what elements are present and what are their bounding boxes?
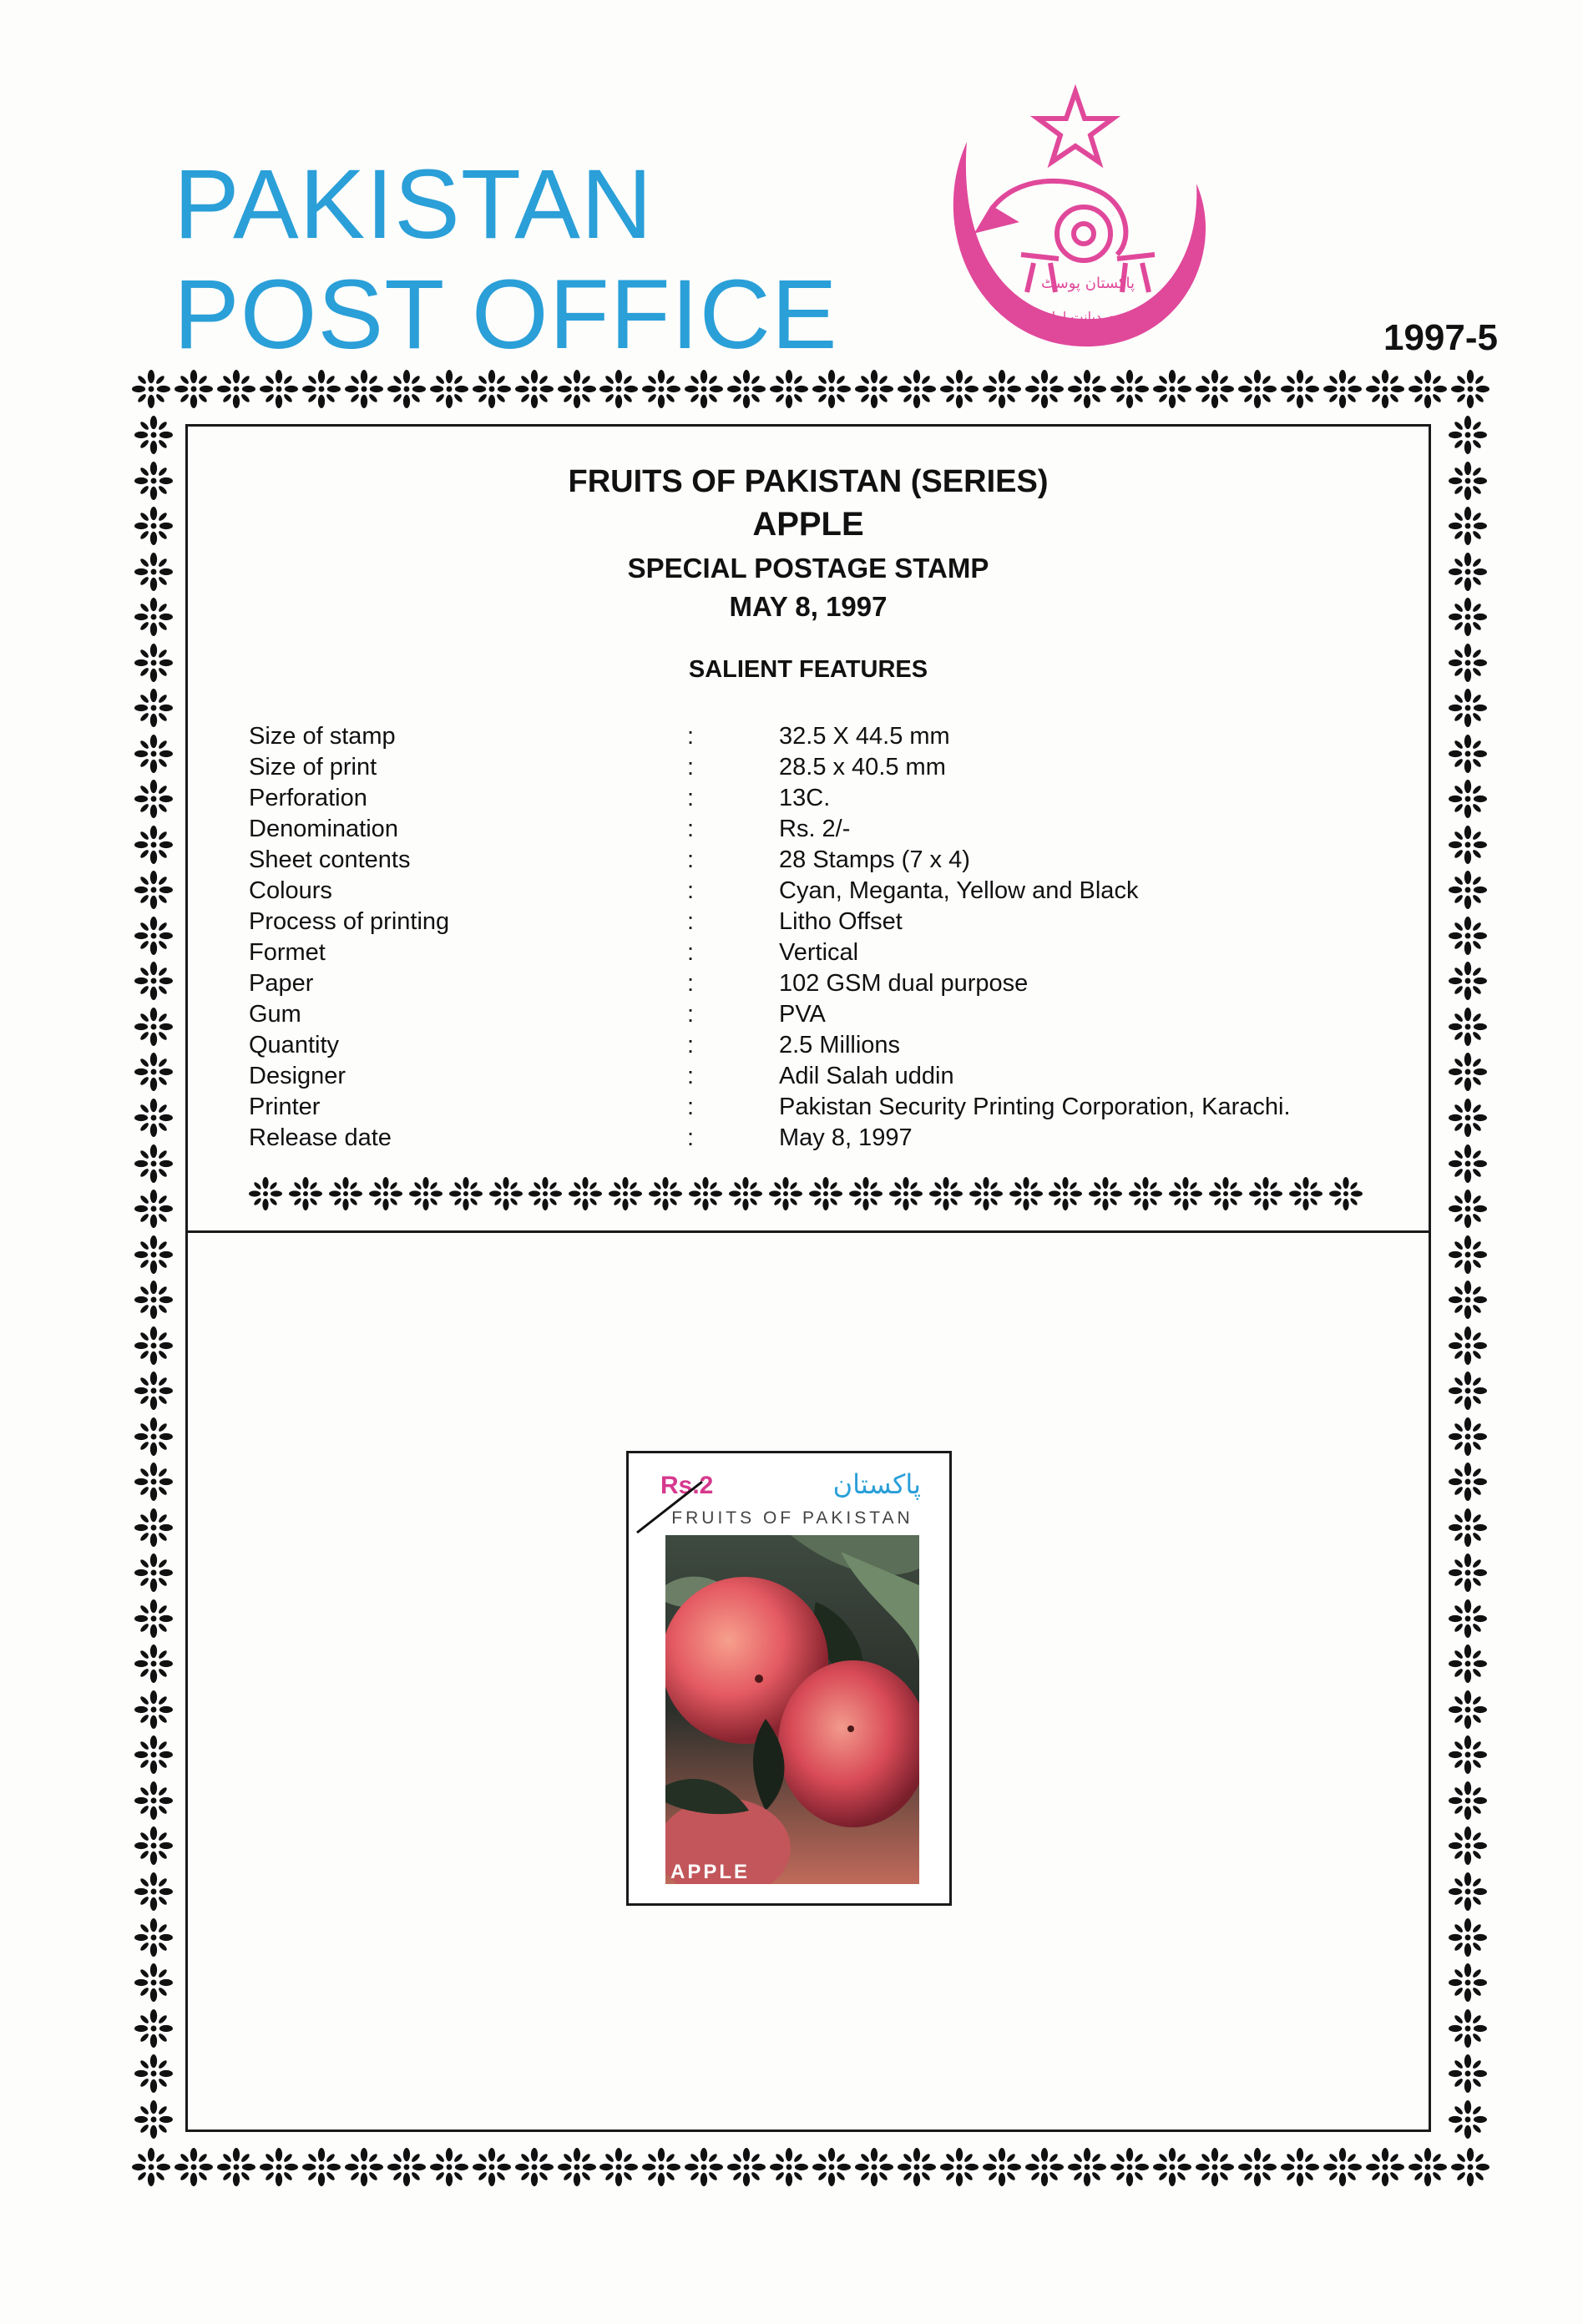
feature-label: Designer bbox=[249, 1063, 346, 1089]
ornament-border-bottom bbox=[132, 2145, 1489, 2189]
ornament-flower-icon bbox=[940, 370, 979, 408]
ornament-flower-icon bbox=[1366, 2148, 1404, 2186]
feature-label: Size of print bbox=[249, 754, 377, 781]
ornament-border-right bbox=[1446, 416, 1489, 2139]
ornament-flower-icon bbox=[132, 370, 170, 408]
issue-type: SPECIAL POSTAGE STAMP bbox=[627, 553, 989, 584]
feature-value: 28 Stamps (7 x 4) bbox=[779, 846, 970, 873]
ornament-flower-icon bbox=[134, 1599, 173, 1638]
ornament-flower-icon bbox=[1449, 917, 1487, 955]
ornament-flower-icon bbox=[134, 507, 173, 545]
ornament-flower-icon bbox=[134, 1554, 173, 1592]
ornament-flower-icon bbox=[1196, 2148, 1234, 2186]
ornament-flower-icon bbox=[134, 1008, 173, 1046]
ornament-flower-icon bbox=[1449, 2009, 1487, 2048]
ornament-flower-icon bbox=[387, 2148, 426, 2186]
ornament-flower-icon bbox=[770, 2148, 808, 2186]
ornament-flower-icon bbox=[1238, 370, 1277, 408]
ornament-flower-icon bbox=[1153, 2148, 1191, 2186]
ornament-flower-icon bbox=[1449, 1417, 1487, 1456]
feature-colon: : bbox=[687, 877, 695, 904]
ornament-flower-icon bbox=[134, 1417, 173, 1456]
emblem-urdu-bottom: خدمت دیانت امانت bbox=[1034, 309, 1141, 325]
feature-label: Release date bbox=[249, 1124, 392, 1151]
feature-colon: : bbox=[687, 1032, 695, 1058]
frame-divider bbox=[185, 1230, 1431, 1233]
feature-colon: : bbox=[687, 970, 695, 997]
ornament-flower-icon bbox=[134, 2009, 173, 2048]
ornament-flower-icon bbox=[515, 370, 554, 408]
ornament-flower-icon bbox=[855, 370, 893, 408]
ornament-flower-icon bbox=[1449, 1008, 1487, 1046]
ornament-flower-icon bbox=[1449, 1190, 1487, 1228]
ornament-flower-icon bbox=[1449, 780, 1487, 818]
ornament-flower-icon bbox=[1449, 507, 1487, 545]
ornament-flower-icon bbox=[1451, 370, 1489, 408]
ornament-flower-icon bbox=[1449, 962, 1487, 1000]
stamp-fruit-name: APPLE bbox=[670, 1861, 751, 1883]
ornament-flower-icon bbox=[1449, 416, 1487, 454]
ornament-flower-icon bbox=[302, 370, 341, 408]
stamp-denomination: Rs.2 bbox=[660, 1472, 714, 1499]
issue-date: MAY 8, 1997 bbox=[729, 591, 888, 622]
ornament-flower-icon bbox=[174, 2148, 213, 2186]
ornament-flower-icon bbox=[134, 1918, 173, 1957]
ornament-flower-icon bbox=[770, 370, 808, 408]
emblem-urdu-top: پاکستان پوسٹ bbox=[1040, 275, 1135, 292]
ornament-flower-icon bbox=[134, 871, 173, 909]
ornament-flower-icon bbox=[1449, 1554, 1487, 1592]
stamp-urdu-country: پاکستان bbox=[832, 1468, 921, 1500]
ornament-flower-icon bbox=[983, 2148, 1021, 2186]
feature-colon: : bbox=[687, 846, 695, 873]
ornament-flower-icon bbox=[1366, 370, 1404, 408]
feature-label: Quantity bbox=[249, 1032, 339, 1058]
ornament-flower-icon bbox=[134, 1326, 173, 1365]
ornament-flower-icon bbox=[134, 416, 173, 454]
ornament-flower-icon bbox=[134, 1690, 173, 1729]
ornament-flower-icon bbox=[1196, 370, 1234, 408]
ornament-flower-icon bbox=[1323, 370, 1362, 408]
feature-label: Printer bbox=[249, 1094, 321, 1120]
ornament-flower-icon bbox=[1449, 1644, 1487, 1683]
ornament-flower-icon bbox=[1449, 1599, 1487, 1638]
ornament-flower-icon bbox=[134, 689, 173, 727]
ornament-flower-icon bbox=[940, 2148, 979, 2186]
ornament-flower-icon bbox=[134, 553, 173, 591]
ornament-flower-icon bbox=[134, 780, 173, 818]
feature-colon: : bbox=[687, 785, 695, 811]
feature-colon: : bbox=[687, 939, 695, 966]
ornament-flower-icon bbox=[1449, 735, 1487, 773]
issue-series: FRUITS OF PAKISTAN (SERIES) bbox=[568, 464, 1049, 499]
ornament-flower-icon bbox=[1449, 644, 1487, 682]
feature-label: Denomination bbox=[249, 816, 398, 842]
ornament-flower-icon bbox=[134, 1372, 173, 1410]
ornament-flower-icon bbox=[898, 370, 936, 408]
ornament-flower-icon bbox=[132, 2148, 170, 2186]
ornament-flower-icon bbox=[1449, 826, 1487, 864]
ornament-flower-icon bbox=[1449, 1099, 1487, 1137]
ornament-flower-icon bbox=[1449, 871, 1487, 909]
feature-value: Adil Salah uddin bbox=[779, 1063, 954, 1089]
ornament-border-left bbox=[132, 416, 175, 2139]
ornament-flower-icon bbox=[558, 2148, 596, 2186]
ornament-flower-icon bbox=[1110, 370, 1149, 408]
ornament-flower-icon bbox=[1409, 2148, 1447, 2186]
ornament-flower-icon bbox=[1449, 1872, 1487, 1911]
ornament-flower-icon bbox=[1068, 2148, 1106, 2186]
ornament-flower-icon bbox=[1449, 1508, 1487, 1547]
ornament-flower-icon bbox=[685, 2148, 723, 2186]
ornament-flower-icon bbox=[430, 370, 468, 408]
feature-colon: : bbox=[687, 908, 695, 935]
feature-colon: : bbox=[687, 1124, 695, 1151]
ornament-flower-icon bbox=[1449, 2054, 1487, 2093]
ornament-flower-icon bbox=[1449, 462, 1487, 500]
ornament-flower-icon bbox=[134, 826, 173, 864]
ornament-flower-icon bbox=[134, 1463, 173, 1501]
ornament-flower-icon bbox=[812, 370, 851, 408]
ornament-flower-icon bbox=[134, 1281, 173, 1319]
pakistan-post-emblem-icon bbox=[933, 83, 1217, 359]
ornament-border-top bbox=[132, 367, 1489, 411]
ornament-flower-icon bbox=[1068, 370, 1106, 408]
ornament-flower-icon bbox=[1451, 2148, 1489, 2186]
feature-label: Process of printing bbox=[249, 908, 450, 935]
stamp-series-text: FRUITS OF PAKISTAN bbox=[671, 1508, 913, 1528]
ornament-flower-icon bbox=[134, 1735, 173, 1774]
ornament-flower-icon bbox=[642, 370, 680, 408]
ornament-flower-icon bbox=[134, 462, 173, 500]
ornament-flower-icon bbox=[302, 2148, 341, 2186]
ornament-flower-icon bbox=[1449, 1463, 1487, 1501]
ornament-flower-icon bbox=[1449, 1690, 1487, 1729]
ornament-flower-icon bbox=[1025, 2148, 1064, 2186]
feature-label: Gum bbox=[249, 1001, 301, 1028]
issue-name: APPLE bbox=[752, 506, 864, 543]
ornament-flower-icon bbox=[134, 1099, 173, 1137]
ornament-flower-icon bbox=[642, 2148, 680, 2186]
ornament-flower-icon bbox=[134, 1872, 173, 1911]
feature-value: PVA bbox=[779, 1001, 826, 1028]
ornament-flower-icon bbox=[473, 370, 511, 408]
ornament-flower-icon bbox=[1449, 1053, 1487, 1091]
ornament-flower-icon bbox=[134, 735, 173, 773]
feature-value: 32.5 X 44.5 mm bbox=[779, 723, 950, 750]
feature-value: Cyan, Meganta, Yellow and Black bbox=[779, 877, 1139, 904]
feature-colon: : bbox=[687, 816, 695, 842]
ornament-flower-icon bbox=[1449, 1372, 1487, 1410]
ornament-flower-icon bbox=[1409, 370, 1447, 408]
ornament-flower-icon bbox=[430, 2148, 468, 2186]
ornament-flower-icon bbox=[983, 370, 1021, 408]
issue-number: 1997-5 bbox=[1383, 317, 1498, 358]
ornament-flower-icon bbox=[1449, 1235, 1487, 1274]
ornament-flower-icon bbox=[217, 370, 255, 408]
ornament-flower-icon bbox=[134, 1826, 173, 1865]
ornament-flower-icon bbox=[685, 370, 723, 408]
feature-value: Pakistan Security Printing Corporation, Karachi. bbox=[779, 1094, 1291, 1120]
feature-label: Formet bbox=[249, 939, 326, 966]
ornament-flower-icon bbox=[812, 2148, 851, 2186]
ornament-flower-icon bbox=[134, 2054, 173, 2093]
ornament-flower-icon bbox=[1449, 598, 1487, 636]
feature-value: Vertical bbox=[779, 939, 859, 966]
ornament-flower-icon bbox=[134, 1644, 173, 1683]
ornament-flower-icon bbox=[1153, 370, 1191, 408]
title-post-office: POST OFFICE bbox=[174, 260, 838, 370]
ornament-flower-icon bbox=[1449, 1281, 1487, 1319]
ornament-flower-icon bbox=[1238, 2148, 1277, 2186]
feature-colon: : bbox=[687, 1094, 695, 1120]
stamp-image bbox=[626, 1451, 952, 1906]
title-pakistan: PAKISTAN bbox=[174, 149, 654, 260]
feature-colon: : bbox=[687, 754, 695, 781]
ornament-flower-icon bbox=[134, 1963, 173, 2002]
ornament-flower-icon bbox=[855, 2148, 893, 2186]
ornament-flower-icon bbox=[727, 370, 766, 408]
ornament-flower-icon bbox=[217, 2148, 255, 2186]
ornament-flower-icon bbox=[558, 370, 596, 408]
ornament-flower-icon bbox=[1281, 370, 1319, 408]
ornament-flower-icon bbox=[134, 962, 173, 1000]
ornament-flower-icon bbox=[1110, 2148, 1149, 2186]
ornament-flower-icon bbox=[260, 370, 298, 408]
ornament-flower-icon bbox=[1025, 370, 1064, 408]
cancel-stroke-icon bbox=[629, 1453, 954, 1908]
feature-value: 28.5 x 40.5 mm bbox=[779, 754, 946, 781]
feature-value: Litho Offset bbox=[779, 908, 903, 935]
ornament-flower-icon bbox=[1449, 2100, 1487, 2139]
feature-value: May 8, 1997 bbox=[779, 1124, 913, 1151]
ornament-flower-icon bbox=[599, 370, 638, 408]
ornament-flower-icon bbox=[134, 1190, 173, 1228]
ornament-flower-icon bbox=[1449, 553, 1487, 591]
ornament-flower-icon bbox=[134, 1053, 173, 1091]
ornament-flower-icon bbox=[134, 644, 173, 682]
ornament-flower-icon bbox=[134, 1508, 173, 1547]
ornament-flower-icon bbox=[134, 1235, 173, 1274]
feature-label: Size of stamp bbox=[249, 723, 396, 750]
ornament-flower-icon bbox=[1323, 2148, 1362, 2186]
ornament-flower-icon bbox=[1449, 1918, 1487, 1957]
feature-colon: : bbox=[687, 1063, 695, 1089]
ornament-flower-icon bbox=[1281, 2148, 1319, 2186]
feature-label: Colours bbox=[249, 877, 332, 904]
feature-value: 2.5 Millions bbox=[779, 1032, 901, 1058]
ornament-flower-icon bbox=[134, 1781, 173, 1820]
ornament-flower-icon bbox=[260, 2148, 298, 2186]
ornament-flower-icon bbox=[1449, 689, 1487, 727]
ornament-flower-icon bbox=[134, 917, 173, 955]
feature-colon: : bbox=[687, 1001, 695, 1028]
ornament-flower-icon bbox=[1449, 1781, 1487, 1820]
ornament-flower-icon bbox=[1449, 1144, 1487, 1183]
ornament-flower-icon bbox=[898, 2148, 936, 2186]
ornament-flower-icon bbox=[1449, 1326, 1487, 1365]
feature-value: 13C. bbox=[779, 785, 831, 811]
ornament-flower-icon bbox=[134, 598, 173, 636]
ornament-flower-icon bbox=[1449, 1963, 1487, 2002]
ornament-flower-icon bbox=[134, 1144, 173, 1183]
ornament-flower-icon bbox=[1449, 1826, 1487, 1865]
feature-value: 102 GSM dual purpose bbox=[779, 970, 1029, 997]
salient-features-heading: SALIENT FEATURES bbox=[688, 656, 928, 683]
feature-label: Sheet contents bbox=[249, 846, 411, 873]
ornament-flower-icon bbox=[1449, 1735, 1487, 1774]
ornament-flower-icon bbox=[134, 2100, 173, 2139]
feature-label: Paper bbox=[249, 970, 314, 997]
feature-label: Perforation bbox=[249, 785, 367, 811]
feature-colon: : bbox=[687, 723, 695, 750]
ornament-flower-icon bbox=[599, 2148, 638, 2186]
ornament-flower-icon bbox=[345, 370, 383, 408]
ornament-flower-icon bbox=[515, 2148, 554, 2186]
ornament-flower-icon bbox=[345, 2148, 383, 2186]
ornament-flower-icon bbox=[473, 2148, 511, 2186]
feature-value: Rs. 2/- bbox=[779, 816, 851, 842]
ornament-flower-icon bbox=[727, 2148, 766, 2186]
ornament-flower-icon bbox=[174, 370, 213, 408]
ornament-flower-icon bbox=[387, 370, 426, 408]
